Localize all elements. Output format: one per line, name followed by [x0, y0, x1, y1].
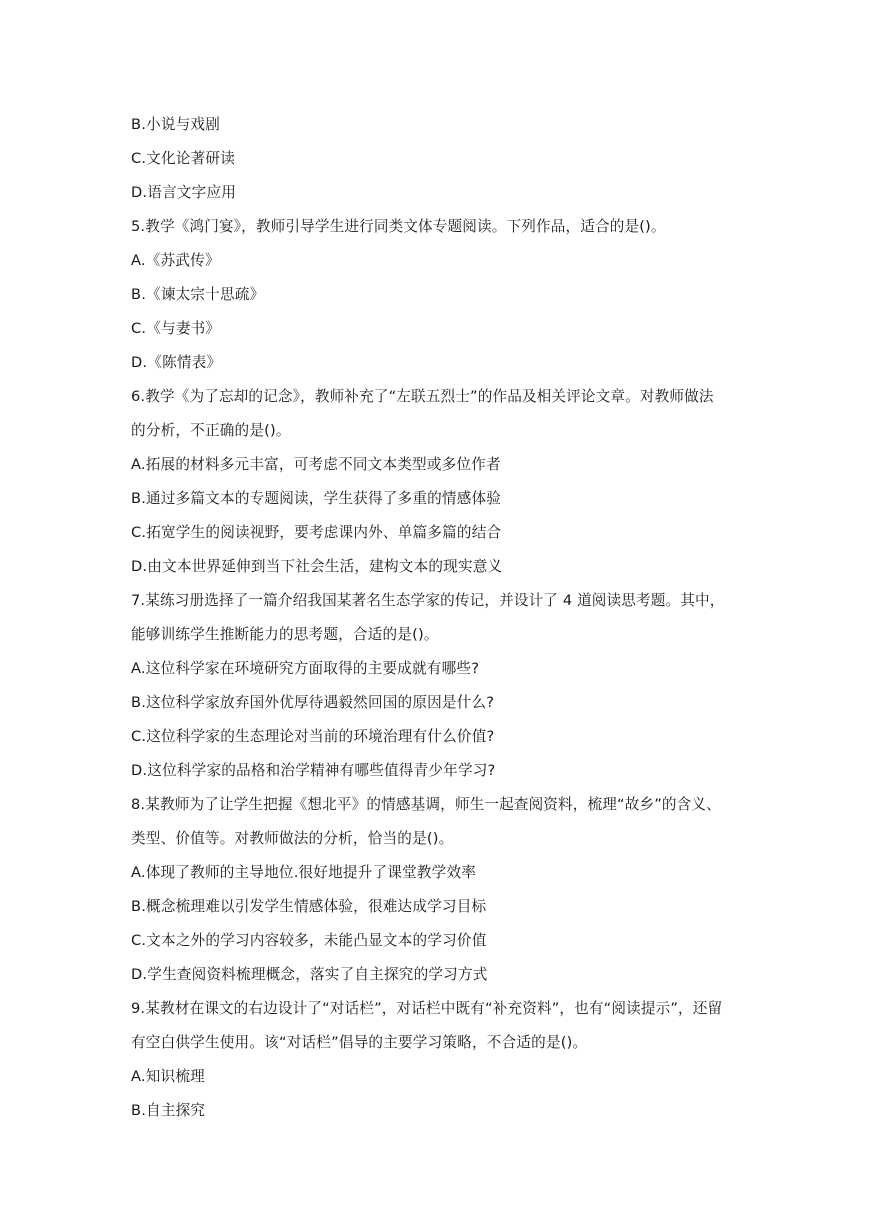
text-line: B.概念梳理难以引发学生情感体验，很难达成学习目标 [131, 898, 487, 915]
text-line: 8.某教师为了让学生把握《想北平》的情感基调，师生一起查阅资料，梳理“故乡”的含义、 [131, 796, 721, 813]
question-6 [131, 380, 741, 448]
q7-option-a [131, 652, 741, 686]
text-line: 6.教学《为了忘却的记念》，教师补充了“左联五烈士”的作品及相关评论文章。对教师做法 [131, 388, 714, 405]
text-line: A.《苏武传》 [131, 252, 220, 269]
q8-option-b [131, 890, 741, 924]
q7-option-c [131, 720, 741, 754]
text-line: B.这位科学家放弃国外优厚待遇毅然回国的原因是什么? [131, 694, 495, 711]
text-line: 能够训练学生推断能力的思考题，合适的是()。 [131, 626, 439, 643]
text-line: 类型、价值等。对教师做法的分析，恰当的是()。 [131, 830, 454, 847]
text-line: A.知识梳理 [131, 1068, 205, 1085]
text-line: B.自主探究 [131, 1102, 206, 1119]
text-line: C.文本之外的学习内容较多，未能凸显文本的学习价值 [131, 932, 487, 949]
q6-option-d [131, 550, 741, 584]
option-d-language [131, 176, 741, 210]
q5-option-c [131, 312, 741, 346]
text-line: C.拓宽学生的阅读视野，要考虑课内外、单篇多篇的结合 [131, 524, 502, 541]
text-line: 有空白供学生使用。该“对话栏”倡导的主要学习策略，不合适的是()。 [131, 1034, 588, 1051]
q5-option-d [131, 346, 741, 380]
text-line: D.由文本世界延伸到当下社会生活，建构文本的现实意义 [131, 558, 503, 575]
text-line: A.体现了教师的主导地位.很好地提升了课堂教学效率 [131, 864, 477, 881]
q8-option-c [131, 924, 741, 958]
text-line: 7.某练习册选择了一篇介绍我国某著名生态学家的传记，并设计了 4 道阅读思考题。其中， [131, 592, 725, 609]
question-9 [131, 992, 741, 1060]
q7-option-b [131, 686, 741, 720]
text-line: 9.某教材在课文的右边设计了“对话栏”，对话栏中既有“补充资料”，也有“阅读提示”，还留 [131, 1000, 723, 1017]
text-line: B.小说与戏剧 [131, 116, 221, 133]
q7-option-d [131, 754, 741, 788]
text-line: D.这位科学家的品格和治学精神有哪些值得青少年学习? [131, 762, 496, 779]
q6-option-a [131, 448, 741, 482]
q9-option-b [131, 1094, 741, 1128]
q6-option-c [131, 516, 741, 550]
q8-option-a [131, 856, 741, 890]
option-b-drama [131, 108, 741, 142]
text-line: B.通过多篇文本的专题阅读，学生获得了多重的情感体验 [131, 490, 502, 507]
q8-option-d [131, 958, 741, 992]
text-line: C.文化论著研读 [131, 150, 235, 167]
text-line: B.《谏太宗十思疏》 [131, 286, 265, 303]
text-line: 5.教学《鸿门宴》，教师引导学生进行同类文体专题阅读。下列作品，适合的是()。 [131, 218, 666, 235]
text-line: C.《与妻书》 [131, 320, 221, 337]
text-line: D.学生查阅资料梳理概念，落实了自主探究的学习方式 [131, 966, 488, 983]
text-line: 的分析，不正确的是()。 [131, 422, 291, 439]
question-8 [131, 788, 741, 856]
text-line: D.《陈情表》 [131, 354, 222, 371]
text-line: A.拓展的材料多元丰富，可考虑不同文本类型或多位作者 [131, 456, 501, 473]
question-5 [131, 210, 741, 244]
question-7 [131, 584, 741, 652]
text-line: D.语言文字应用 [131, 184, 237, 201]
text-line: C.这位科学家的生态理论对当前的环境治理有什么价值? [131, 728, 495, 745]
text-line: A.这位科学家在环境研究方面取得的主要成就有哪些? [131, 660, 480, 677]
exam-content [131, 108, 741, 1128]
q6-option-b [131, 482, 741, 516]
q5-option-a [131, 244, 741, 278]
q5-option-b [131, 278, 741, 312]
q9-option-a [131, 1060, 741, 1094]
option-c-treatise [131, 142, 741, 176]
